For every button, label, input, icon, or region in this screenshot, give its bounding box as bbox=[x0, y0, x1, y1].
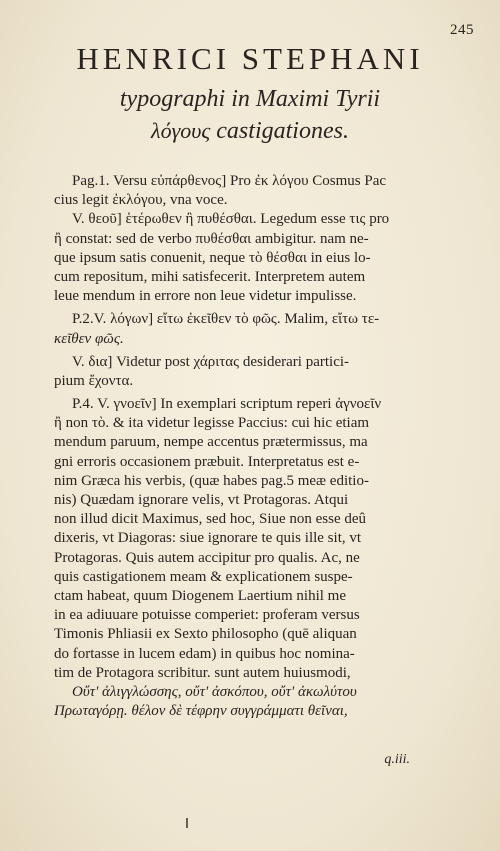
text-line: ἢ constat: sed de verbo πυθέσθαι ambigitur. nam ne- bbox=[54, 230, 369, 247]
text-line: gni erroris occasionem præbuit. Interpretatus est e- bbox=[54, 453, 360, 470]
text-line: ἢ non τὸ. & ita videtur legisse Paccius: cui hic etiam bbox=[54, 415, 370, 432]
text-line: Pag.1. Versu εὐπάρθενος] Pro ἐκ λόγου Cosmus Pac bbox=[72, 173, 387, 189]
text-line: Timonis Phliasii ex Sexto philosopho (quē aliquan bbox=[54, 626, 357, 643]
text-line: Protagoras. Quis autem accipitur pro qualis. Ac, ne bbox=[54, 549, 360, 566]
text-line: que ipsum satis conuenit, neque τὸ θέσθαι in eius lo- bbox=[54, 249, 371, 266]
text-line: tim de Protagora scribitur. sunt autem huiusmodi, bbox=[54, 664, 351, 681]
title-greek-word: λόγους bbox=[151, 118, 211, 143]
text-line: Πρωταγόρῃ. θέλον δὲ τέφρην συγγράμματι θεῖναι, bbox=[54, 703, 348, 720]
text-line: dixeris, vt Diagoras: siue ignorare te quis ille sit, vt bbox=[54, 530, 362, 547]
text-line: cum repositum, mihi satisfecerit. Interpretem autem bbox=[54, 268, 366, 285]
text-line: quis castigationem meam & explicationem suspe- bbox=[54, 568, 353, 585]
title-author: HENRICI STEPHANI bbox=[76, 41, 424, 76]
page-number: 245 bbox=[450, 22, 474, 38]
text-line: nis) Quædam ignorare velis, vt Protagoras. Atqui bbox=[54, 492, 349, 508]
text-line: V. θεοῦ] ἑτέρωθεν ἢ πυθέσθαι. Legedum esse τις pro bbox=[72, 211, 390, 228]
signature-mark: q.iii. bbox=[384, 752, 410, 767]
page-header bbox=[0, 42, 500, 146]
text-line: V. δια] Videtur post χάριτας desiderari partici- bbox=[72, 353, 350, 370]
title-subtitle: typographi in Maximi Tyrii bbox=[119, 86, 381, 112]
text-line: P.4. V. γνοεῖν] In exemplari scriptum reperi ἀγνοεῖν bbox=[72, 396, 382, 413]
text-line: pium ἔχοντα. bbox=[54, 372, 134, 389]
text-line: leue mendum in errore non leue videtur impulisse. bbox=[54, 288, 357, 305]
text-line: non illud dicit Maximus, sed hoc, Siue non esse deû bbox=[54, 511, 367, 528]
text-line: mendum paruum, nempe accentus prætermissus, ma bbox=[54, 434, 368, 451]
text-line: Οὔτ' ἀλιγγλώσσης, οὔτ' ἀσκόπου, οὔτ' ἀκωλύτου bbox=[72, 683, 357, 700]
text-line: nim Græca his verbis, (quæ habes pag.5 meæ editio- bbox=[54, 472, 369, 489]
text-line: ctam habeat, quum Diogenem Laertium nihil me bbox=[54, 587, 346, 604]
title-rest: castigationes. bbox=[210, 118, 349, 144]
text-line: cius legit ἐκλόγου, vna voce. bbox=[54, 192, 228, 209]
text-line: in ea adiuuare potuisse comperiet: proferam versus bbox=[54, 607, 360, 624]
text-line: κεῖθεν φῶς. bbox=[54, 330, 124, 347]
text-line: do fortasse in lucem edam) in quibus hoc nomina- bbox=[54, 645, 355, 662]
text-line: P.2.V. λόγων] εἴτω ἐκεῖθεν τὸ φῶς. Malim, εἴτω τε- bbox=[72, 311, 380, 328]
title-castigationes bbox=[0, 116, 500, 146]
body-text bbox=[54, 172, 460, 721]
margin-mark bbox=[186, 818, 188, 828]
